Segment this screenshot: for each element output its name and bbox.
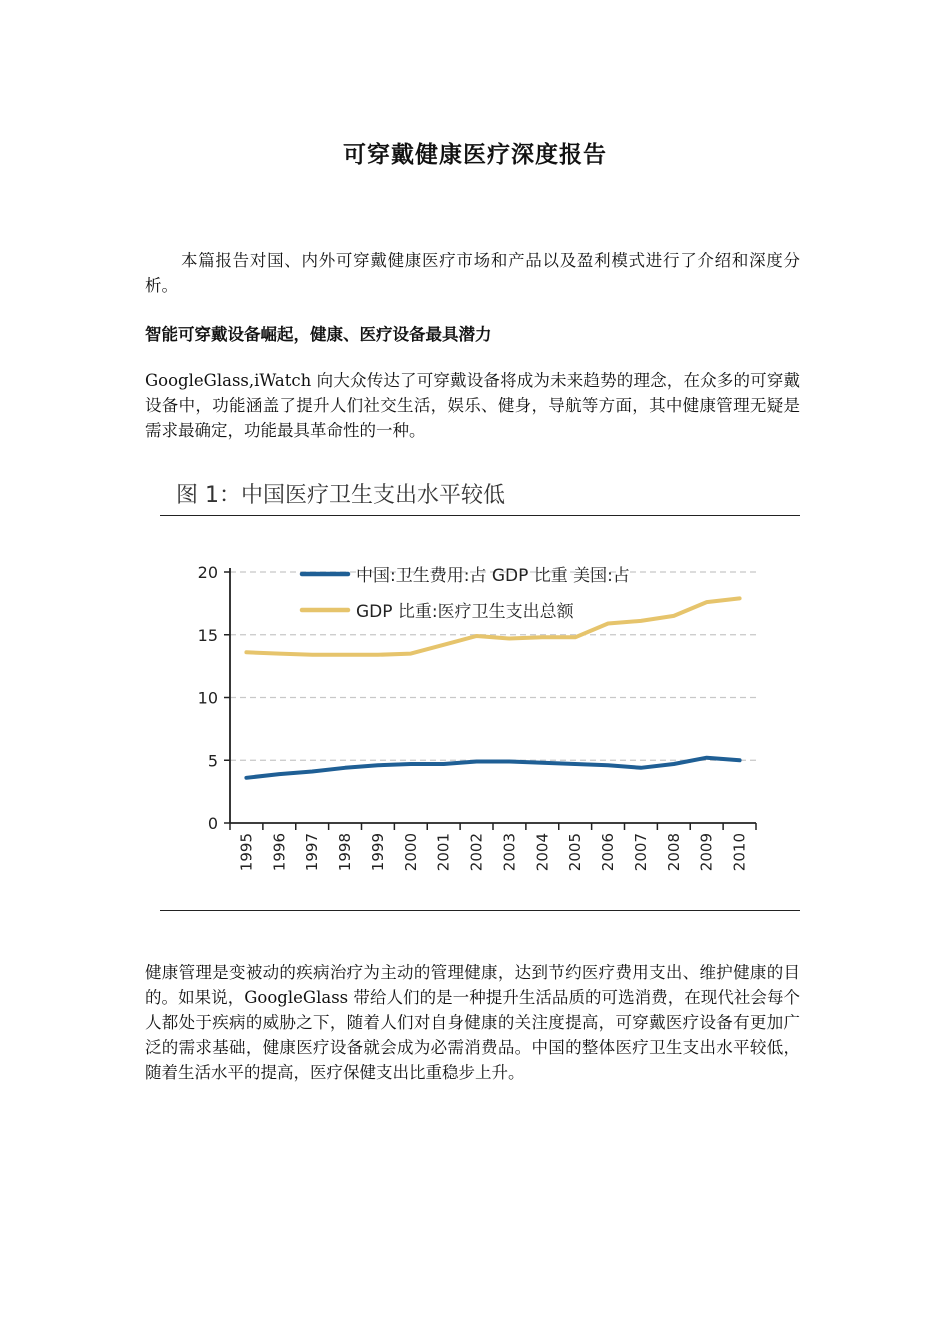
data-point: [607, 764, 610, 767]
legend-label-2: GDP 比重:医疗卫生支出总额: [356, 602, 574, 622]
y-tick-label: 15: [197, 625, 218, 645]
data-point: [245, 651, 248, 654]
data-point: [475, 760, 478, 763]
y-tick-label: 5: [207, 751, 218, 771]
data-point: [705, 601, 708, 604]
data-point: [442, 763, 445, 766]
data-point: [245, 776, 248, 779]
x-tick-label: 2006: [599, 833, 618, 872]
health-expenditure-chart: [160, 530, 800, 900]
data-point: [738, 759, 741, 762]
data-point: [574, 763, 577, 766]
data-point: [508, 760, 511, 763]
x-tick-label: 1998: [336, 833, 355, 872]
x-tick-label: 1996: [270, 833, 289, 872]
data-point: [574, 636, 577, 639]
data-point: [278, 652, 281, 655]
y-tick-label: 0: [207, 814, 218, 833]
y-tick-label: 10: [197, 688, 218, 708]
x-tick-label: 2010: [730, 833, 749, 872]
x-tick-label: 2004: [533, 833, 552, 872]
data-point: [639, 619, 642, 622]
x-tick-label: 2007: [631, 833, 650, 872]
figure-1: [160, 470, 800, 915]
document-title: 可穿戴健康医疗深度报告: [343, 141, 607, 168]
data-point: [376, 764, 379, 767]
data-point: [311, 770, 314, 773]
x-tick-label: 2003: [500, 833, 519, 872]
body-paragraph-1: GoogleGlass,iWatch 向大众传达了可穿戴设备将成为未来趋势的理念，在众多的可穿戴设备中，功能涵盖了提升人们社交生活，娱乐、健身，导航等方面，其中健康管理无疑是需求最确定，功能最具革命性的一种。: [145, 371, 800, 440]
x-tick-label: 1997: [303, 833, 322, 872]
data-point: [409, 652, 412, 655]
data-point: [672, 614, 675, 617]
data-point: [409, 763, 412, 766]
data-point: [278, 773, 281, 776]
x-tick-label: 2008: [664, 833, 683, 872]
x-tick-label: 2001: [434, 833, 453, 872]
x-tick-label: 2005: [566, 833, 585, 872]
intro-paragraph: 本篇报告对国、内外可穿戴健康医疗市场和产品以及盈利模式进行了介绍和深度分析。: [145, 251, 800, 295]
figure-title: 图 1：中国医疗卫生支出水平较低: [176, 483, 505, 508]
x-tick-label: 2000: [401, 833, 420, 872]
figure-top-rule: [160, 515, 800, 516]
data-point: [442, 643, 445, 646]
data-point: [541, 636, 544, 639]
data-point: [607, 622, 610, 625]
x-tick-label: 2009: [697, 833, 716, 872]
data-point: [672, 763, 675, 766]
data-point: [705, 756, 708, 759]
section-heading: 智能可穿戴设备崛起，健康、医疗设备最具潜力: [145, 325, 492, 344]
legend-label-1: 中国:卫生费用:占 GDP 比重 美国:占: [356, 566, 630, 586]
body-paragraph-2: 健康管理是变被动的疾病治疗为主动的管理健康，达到节约医疗费用支出、维护健康的目的。如果说，GoogleGlass 带给人们的是一种提升生活品质的可选消费，在现代社会每个人都处于疾病的威胁之下，随着人们对自身健康的关注度提高，可穿戴医疗设备有更加广泛的需求基础，健康医疗设备就会成为必需消费品。中国的整体医疗卫生支出水平较低，随着生活水平的提高，医疗保健支出比重稳步上升。: [145, 963, 800, 1082]
data-point: [508, 637, 511, 640]
y-tick-label: 20: [197, 563, 218, 582]
data-point: [311, 653, 314, 656]
figure-bottom-rule: [160, 910, 800, 911]
data-point: [738, 597, 741, 600]
data-point: [639, 766, 642, 769]
x-tick-label: 1999: [368, 833, 387, 872]
data-point: [344, 653, 347, 656]
data-point: [344, 766, 347, 769]
data-point: [376, 653, 379, 656]
x-tick-label: 2002: [467, 833, 486, 872]
data-point: [541, 761, 544, 764]
x-tick-label: 1995: [237, 833, 256, 872]
data-point: [475, 635, 478, 638]
